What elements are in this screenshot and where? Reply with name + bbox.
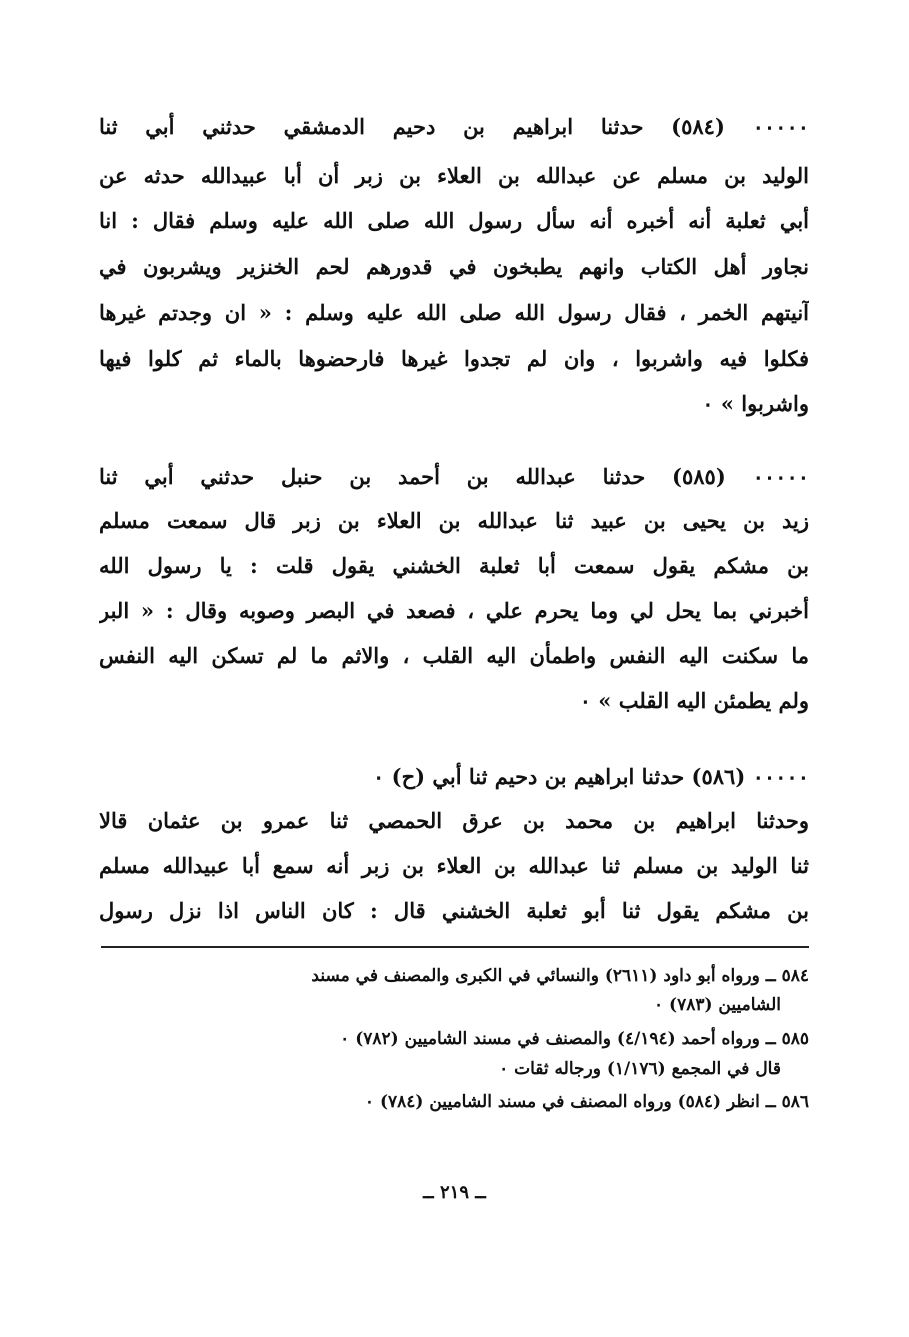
hadith-586-line-1: ٠٠٠٠٠ (٥٨٦) حدثنا ابراهيم بن دحيم ثنا أبي (ح) ٠ <box>373 764 809 789</box>
footnote-divider <box>101 946 809 948</box>
hadith-584-line-1: ٠٠٠٠٠ (٥٨٤) حدثنا ابراهيم بن دحيم الدمشقي حدثني أبي ثنا <box>99 114 809 139</box>
hadith-584-line-5: آنيتهم الخمر ، فقال رسول الله صلى الله عليه وسلم : « ان وجدتم غيرها <box>99 300 809 325</box>
hadith-584-line-3: أبي ثعلبة أنه أخبره أنه سأل رسول الله صلى الله عليه وسلم فقال : انا <box>99 208 809 233</box>
hadith-586-line-3: ثنا الوليد بن مسلم ثنا عبدالله بن العلاء بن زبر أنه سمع أبا عبيدالله مسلم <box>99 853 809 878</box>
footnote-585-continued: قال في المجمع (١/١٧٦) ورجاله ثقات ٠ <box>499 1059 781 1079</box>
footnote-586: ٥٨٦ ــ انظر (٥٨٤) ورواه المصنف في مسند الشاميين (٧٨٤) ٠ <box>364 1092 809 1112</box>
hadith-585-line-1: ٠٠٠٠٠ (٥٨٥) حدثنا عبدالله بن أحمد بن حنبل حدثني أبي ثنا <box>99 464 809 489</box>
hadith-584-line-6: فكلوا فيه واشربوا ، وان لم تجدوا غيرها فارحضوها بالماء ثم كلوا فيها <box>99 346 809 371</box>
footnote-584: ٥٨٤ ــ ورواه أبو داود (٢٦١١) والنسائي في الكبرى والمصنف في مسند <box>311 966 809 986</box>
footnote-585: ٥٨٥ ــ ورواه أحمد (٤/١٩٤) والمصنف في مسند الشاميين (٧٨٢) ٠ <box>340 1029 809 1049</box>
footnote-584-continued: الشاميين (٧٨٣) ٠ <box>653 995 781 1015</box>
hadith-585-line-6: ولم يطمئن اليه القلب » ٠ <box>579 688 809 713</box>
hadith-584-line-2: الوليد بن مسلم عن عبدالله بن العلاء بن زبر أن أبا عبيدالله حدثه عن <box>99 163 809 188</box>
hadith-585-line-4: أخبرني بما يحل لي وما يحرم علي ، فصعد في البصر وصوبه وقال : « البر <box>99 598 809 623</box>
hadith-585-line-5: ما سكنت اليه النفس واطمأن اليه القلب ، والاثم ما لم تسكن اليه النفس <box>99 643 809 668</box>
hadith-586-line-4: بن مشكم يقول ثنا أبو ثعلبة الخشني قال : كان الناس اذا نزل رسول <box>99 898 809 923</box>
hadith-586-line-2: وحدثنا ابراهيم بن محمد بن عرق الحمصي ثنا عمرو بن عثمان قالا <box>99 808 809 833</box>
hadith-585-line-3: بن مشكم يقول سمعت أبا ثعلبة الخشني يقول قلت : يا رسول الله <box>99 553 809 578</box>
page-number: ــ ٢١٩ ــ <box>423 1182 486 1203</box>
hadith-584-line-4: نجاور أهل الكتاب وانهم يطبخون في قدورهم لحم الخنزير ويشربون في <box>99 254 809 279</box>
hadith-585-line-2: زيد بن يحيى بن عبيد ثنا عبدالله بن العلاء بن زبر قال سمعت مسلم <box>99 508 809 533</box>
hadith-584-line-7: واشربوا » ٠ <box>702 391 809 416</box>
